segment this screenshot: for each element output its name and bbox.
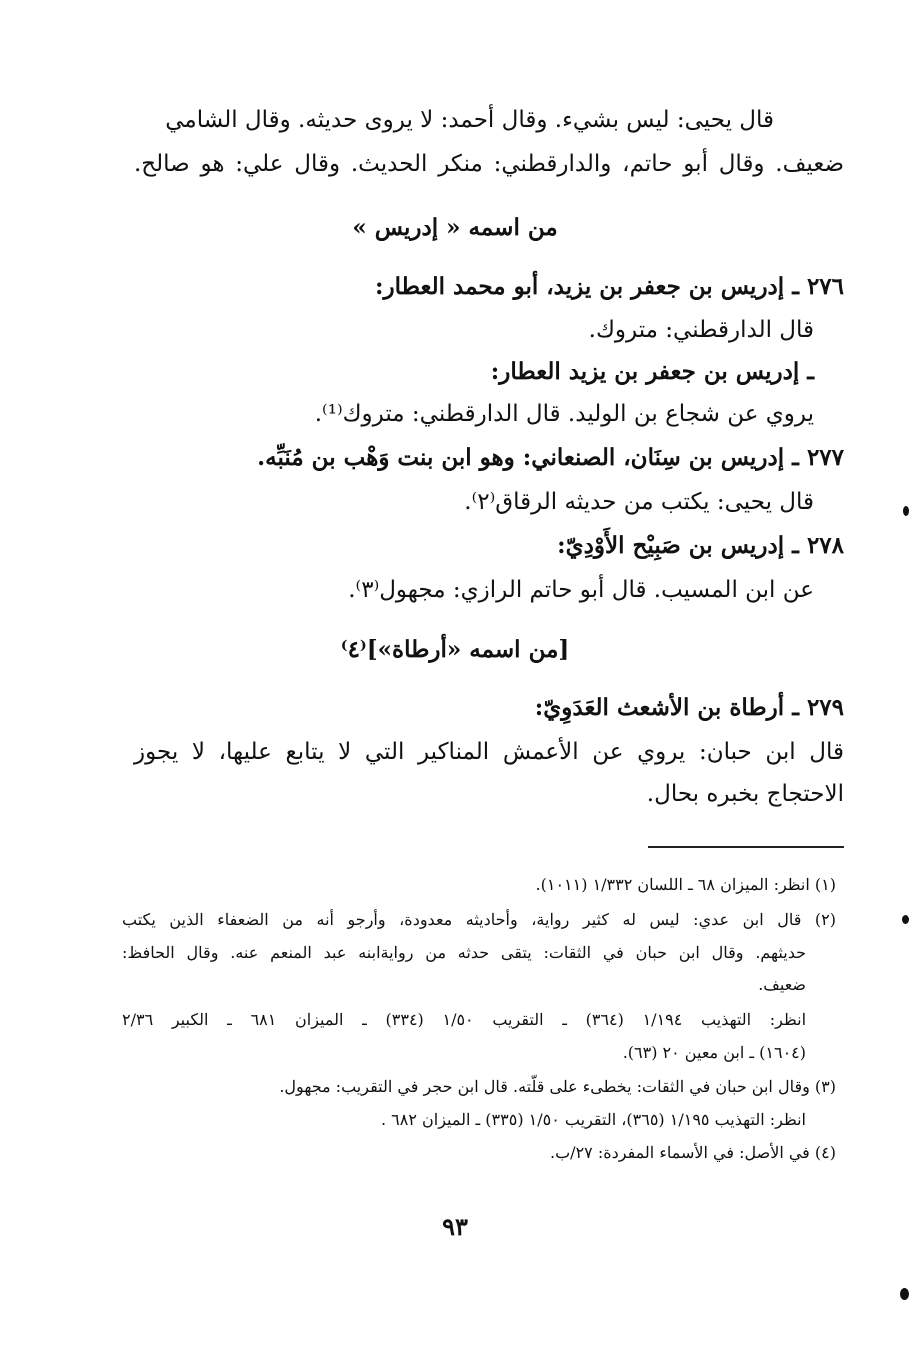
footnote-2-line-1: (٢) قال ابن عدي: ليس له كثير رواية، وأحاديثه معدودة، وأرجو أنه من الضعفاء الذين يكتب: [122, 910, 836, 929]
footnote-2-line-2: حديثهم. وقال ابن حبان في الثقات: يتقى حدثه من روايةابنه عبد المنعم عنه. وقال الحافظ:: [122, 943, 806, 962]
entry-279-heading: ٢٧٩ ـ أرطاة بن الأشعث العَدَوِيّ:: [534, 694, 844, 721]
entry-278-heading: ٢٧٨ ـ إدريس بن صَبِيْح الأَوْدِيّ:: [557, 532, 844, 559]
entry-279-quote-line-2: الاحتجاج بخبره بحال.: [646, 781, 844, 807]
entry-277-quote: قال يحيى: يكتب من حديثه الرقاق⁽٢⁾.: [464, 489, 814, 515]
footnote-separator: [648, 846, 844, 848]
footnote-4: (٤) في الأصل: في الأسماء المفردة: ٢٧/ب.: [550, 1143, 836, 1162]
section-heading-artat: [من اسمه «أرطاة»]⁽٤⁾: [340, 636, 570, 663]
footnote-2-line-4: انظر: التهذيب ١/١٩٤ (٣٦٤) ـ التقريب ١/٥٠ (٣٣٤) ـ الميزان ٦٨١ ـ الكبير ٢/٣٦: [122, 1010, 807, 1029]
body-line-2: ضعيف. وقال أبو حاتم، والدارقطني: منكر الحديث. وقال علي: هو صالح.: [134, 151, 844, 177]
footnote-2-line-5: (١٦٠٤) ـ ابن معين ٢٠ (٦٣).: [622, 1043, 806, 1062]
entry-276-heading: ٢٧٦ ـ إدريس بن جعفر بن يزيد، أبو محمد العطار:: [375, 273, 844, 300]
entry-276-quote: قال الدارقطني: متروك.: [588, 317, 814, 343]
entry-276b-quote: يروي عن شجاع بن الوليد. قال الدارقطني: متروك⁽¹⁾.: [314, 401, 814, 427]
footnote-2-line-3: ضعيف.: [758, 975, 806, 994]
body-line-1: قال يحيى: ليس بشيء. وقال أحمد: لا يروى حديثه. وقال الشامي: [165, 107, 774, 133]
section-heading-idris: من اسمه « إدريس »: [352, 214, 558, 241]
footnote-1: (١) انظر: الميزان ٦٨ ـ اللسان ١/٣٣٢ (١٠١١).: [535, 875, 836, 894]
scan-speck: [902, 915, 909, 924]
scan-speck: [903, 506, 909, 516]
page-number: ٩٣: [442, 1212, 468, 1241]
entry-277-heading: ٢٧٧ ـ إدريس بن سِنَان، الصنعاني: وهو ابن بنت وَهْب بن مُنَبِّه.: [257, 444, 844, 471]
entry-278-quote: عن ابن المسيب. قال أبو حاتم الرازي: مجهول⁽٣⁾.: [348, 577, 814, 603]
scan-speck: [900, 1288, 909, 1300]
entry-279-quote-line-1: قال ابن حبان: يروي عن الأعمش المناكير التي لا يتابع عليها، لا يجوز: [134, 739, 844, 765]
entry-276b-heading: ـ إدريس بن جعفر بن يزيد العطار:: [490, 358, 814, 385]
footnote-3-line-2: انظر: التهذيب ١/١٩٥ (٣٦٥)، التقريب ١/٥٠ (٣٣٥) ـ الميزان ٦٨٢ .: [380, 1110, 806, 1129]
footnote-3-line-1: (٣) وقال ابن حبان في الثقات: يخطىء على قلّته. قال ابن حجر في التقريب: مجهول.: [279, 1077, 836, 1096]
